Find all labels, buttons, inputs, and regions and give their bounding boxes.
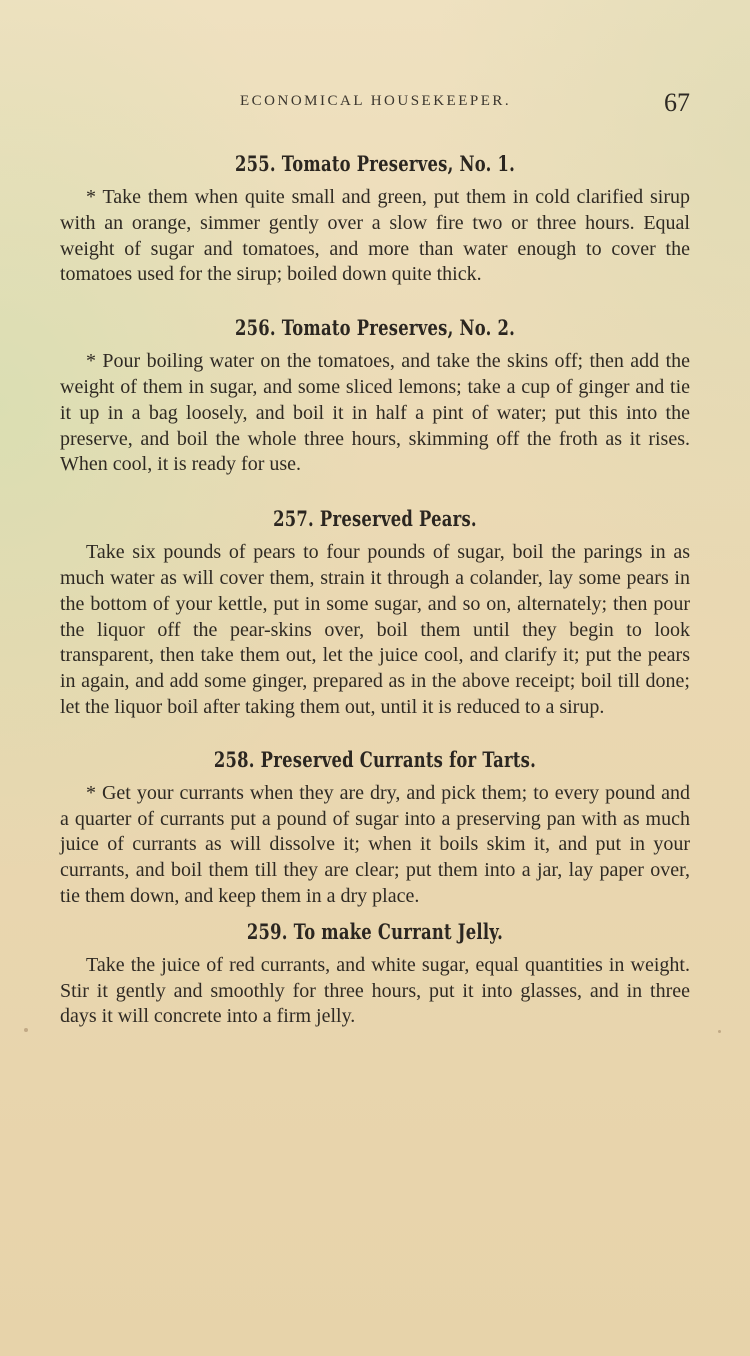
recipe-title: 258. Preserved Currants for Tarts. (213, 746, 537, 772)
paper-spot (658, 573, 661, 576)
recipe-title: 259. To make Currant Jelly. (246, 918, 504, 944)
paper-spot (24, 1028, 28, 1032)
recipe-258 (60, 746, 690, 910)
recipe-259 (60, 918, 690, 1030)
recipe-title: 255. Tomato Preserves, No. 1. (234, 151, 516, 176)
recipe-title: 256. Tomato Preserves, No. 2. (234, 315, 516, 341)
recipe-text: * Get your currants when they are dry, and pick them; to every pound and a quarter of currants put a pound of sugar into a preserving pan with as much juice of currants as will dissolve it; when it boils skim it, and put in your currants, and boil them till they are clear; put them into a jar, lay paper over, tie them down, and keep them in a dry place. (60, 781, 690, 907)
recipe-title: 257. Preserved Pears. (273, 506, 477, 532)
recipe-257 (60, 505, 690, 721)
recipe-text: Take the juice of red currants, and white sugar, equal quantities in weight. Stir it gently and smoothly for three hours, put it into glasses, and in three days it will concrete into a firm jelly. (60, 953, 690, 1028)
recipe-256 (60, 314, 690, 478)
page-number: 67 (664, 88, 690, 117)
recipe-text: * Take them when quite small and green, put them in cold clarified sirup with an orange, simmer gently over a slow fire two or three hours. Equal weight of sugar and tomatoes, and more than water enough to cover the tomatoes used for the sirup; boiled down quite thick. (60, 186, 690, 286)
recipe-255 (60, 150, 690, 288)
page-content (60, 150, 690, 1030)
paper-spot (718, 1030, 721, 1033)
recipe-text: * Pour boiling water on the tomatoes, and take the skins off; then add the weight of them in sugar, and some sliced lemons; take a cup of ginger and tie it up in a bag loosely, and boil it in half a pint of water; put this into the preserve, and boil the whole three hours, skimming off the froth as it rises. When cool, it is ready for use. (60, 350, 690, 476)
recipe-text: Take six pounds of pears to four pounds of sugar, boil the parings in as much water as will cover them, strain it through a colander, lay some pears in the bottom of your kettle, put in some sugar, and so on, alternately; then pour the liquor off the pear-skins over, boil them until they begin to look transparent, then take them out, let the juice cool, and clarify it; put the pears in again, and add some ginger, prepared as in the above receipt; boil till done; let the liquor boil after taking them out, until it is reduced to a sirup. (60, 541, 690, 718)
running-head: ECONOMICAL HOUSEKEEPER. (240, 93, 512, 109)
